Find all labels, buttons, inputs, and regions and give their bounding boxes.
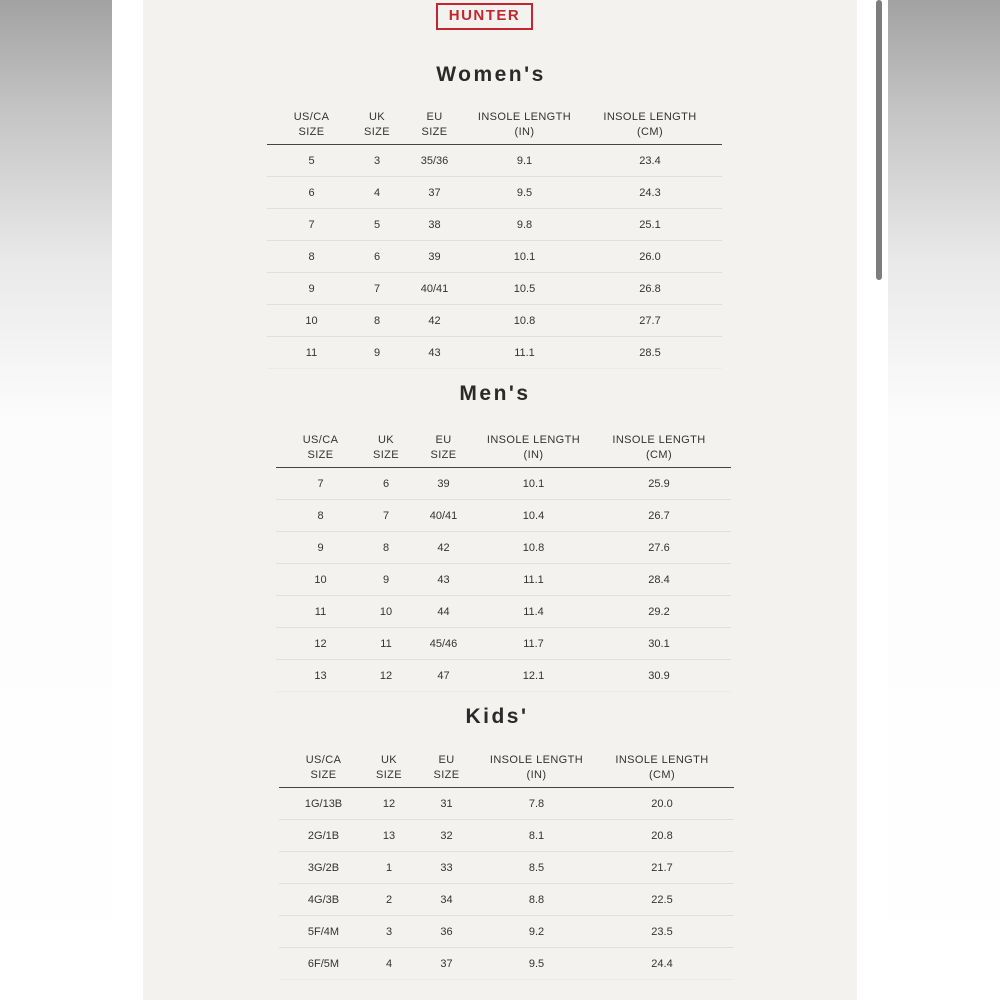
cell-eu-size: 40/41	[407, 500, 480, 532]
table-row	[267, 337, 722, 369]
cell-insole-length-cm: 30.9	[587, 660, 731, 692]
column-header-line: US/CA	[293, 111, 330, 123]
cell-insole-length-in: 10.5	[471, 273, 578, 305]
cell-us-ca-size: 6F/5M	[279, 948, 368, 980]
cell-uk-size: 11	[365, 628, 407, 660]
cell-us-ca-size: 4G/3B	[279, 884, 368, 916]
column-header-line: UK	[368, 111, 386, 123]
cell-us-ca-size: 6	[267, 177, 356, 209]
cell-uk-size: 7	[365, 500, 407, 532]
cell-eu-size: 33	[410, 852, 483, 884]
cell-us-ca-size: 9	[267, 273, 356, 305]
table-header-row	[276, 423, 731, 468]
column-header-line: INSOLE LENGTH	[612, 434, 706, 446]
cell-uk-size: 12	[365, 660, 407, 692]
cell-us-ca-size: 2G/1B	[279, 820, 368, 852]
cell-uk-size: 12	[368, 788, 410, 820]
cell-insole-length-in: 10.8	[480, 532, 587, 564]
cell-us-ca-size: 8	[267, 241, 356, 273]
column-header-line: SIZE	[372, 449, 400, 461]
cell-insole-length-in: 8.5	[483, 852, 590, 884]
column-header-eu-size	[398, 100, 471, 145]
cell-uk-size: 10	[365, 596, 407, 628]
cell-uk-size: 7	[356, 273, 398, 305]
cell-insole-length-in: 9.5	[471, 177, 578, 209]
column-header-line: SIZE	[375, 769, 403, 781]
table-row	[267, 273, 722, 305]
cell-us-ca-size: 10	[267, 305, 356, 337]
cell-us-ca-size: 11	[276, 596, 365, 628]
column-header-line: US/CA	[305, 754, 342, 766]
hunter-logo: HUNTER	[436, 3, 533, 30]
cell-insole-length-cm: 23.5	[590, 916, 734, 948]
column-header-line: INSOLE LENGTH	[477, 111, 572, 123]
cell-insole-length-cm: 28.5	[578, 337, 722, 369]
column-header-line: SIZE	[307, 449, 334, 461]
cell-insole-length-cm: 21.7	[590, 852, 734, 884]
cell-eu-size: 47	[407, 660, 480, 692]
cell-eu-size: 32	[410, 820, 483, 852]
size-table-kids	[279, 743, 734, 980]
cell-insole-length-cm: 25.9	[587, 468, 731, 500]
cell-eu-size: 37	[398, 177, 471, 209]
cell-uk-size: 13	[368, 820, 410, 852]
cell-insole-length-cm: 25.1	[578, 209, 722, 241]
column-header-line: (CM)	[648, 769, 676, 781]
table-row	[267, 241, 722, 273]
cell-us-ca-size: 11	[267, 337, 356, 369]
column-header-line: EU	[426, 111, 443, 123]
column-header-eu-size	[410, 743, 483, 788]
column-header-line: EU	[435, 434, 452, 446]
table-row	[279, 820, 734, 852]
background-right	[888, 0, 1000, 1000]
cell-insole-length-in: 11.4	[480, 596, 587, 628]
cell-us-ca-size: 8	[276, 500, 365, 532]
table-row	[267, 209, 722, 241]
cell-insole-length-cm: 29.2	[587, 596, 731, 628]
cell-insole-length-cm: 26.8	[578, 273, 722, 305]
section-title-mens: Men's	[459, 382, 531, 405]
cell-eu-size: 42	[407, 532, 480, 564]
cell-insole-length-in: 9.5	[483, 948, 590, 980]
cell-us-ca-size: 10	[276, 564, 365, 596]
column-header-line: SIZE	[430, 449, 457, 461]
table-row	[267, 145, 722, 177]
table-row	[276, 596, 731, 628]
cell-uk-size: 3	[356, 145, 398, 177]
cell-eu-size: 40/41	[398, 273, 471, 305]
cell-us-ca-size: 3G/2B	[279, 852, 368, 884]
cell-us-ca-size: 9	[276, 532, 365, 564]
cell-eu-size: 43	[407, 564, 480, 596]
cell-us-ca-size: 13	[276, 660, 365, 692]
cell-eu-size: 45/46	[407, 628, 480, 660]
cell-insole-length-in: 8.1	[483, 820, 590, 852]
cell-eu-size: 39	[407, 468, 480, 500]
table-header-row	[279, 743, 734, 788]
table-row	[267, 305, 722, 337]
cell-insole-length-cm: 20.0	[590, 788, 734, 820]
cell-uk-size: 9	[365, 564, 407, 596]
cell-insole-length-in: 11.1	[480, 564, 587, 596]
cell-insole-length-cm: 20.8	[590, 820, 734, 852]
size-table-womens	[267, 100, 722, 369]
table-row	[276, 628, 731, 660]
cell-eu-size: 43	[398, 337, 471, 369]
cell-insole-length-in: 10.4	[480, 500, 587, 532]
column-header-insole-length-cm	[587, 423, 731, 468]
cell-uk-size: 3	[368, 916, 410, 948]
cell-insole-length-in: 12.1	[480, 660, 587, 692]
cell-uk-size: 6	[365, 468, 407, 500]
column-header-line: INSOLE LENGTH	[489, 754, 584, 766]
cell-us-ca-size: 5F/4M	[279, 916, 368, 948]
cell-uk-size: 4	[368, 948, 410, 980]
cell-insole-length-in: 7.8	[483, 788, 590, 820]
cell-insole-length-in: 9.8	[471, 209, 578, 241]
cell-insole-length-in: 9.1	[471, 145, 578, 177]
column-header-line: UK	[380, 754, 398, 766]
column-header-insole-length-cm	[590, 743, 734, 788]
column-header-line: US/CA	[302, 434, 339, 446]
section-title-kids: Kids'	[465, 705, 529, 728]
cell-insole-length-cm: 22.5	[590, 884, 734, 916]
cell-insole-length-cm: 26.0	[578, 241, 722, 273]
column-header-line: SIZE	[310, 769, 337, 781]
cell-eu-size: 37	[410, 948, 483, 980]
cell-eu-size: 39	[398, 241, 471, 273]
column-header-line: SIZE	[421, 126, 448, 138]
table-row	[276, 660, 731, 692]
cell-insole-length-cm: 27.6	[587, 532, 731, 564]
table-row	[279, 948, 734, 980]
cell-uk-size: 1	[368, 852, 410, 884]
column-header-line: SIZE	[363, 126, 391, 138]
cell-insole-length-cm: 27.7	[578, 305, 722, 337]
cell-insole-length-cm: 23.4	[578, 145, 722, 177]
column-header-line: UK	[377, 434, 395, 446]
cell-uk-size: 8	[365, 532, 407, 564]
cell-us-ca-size: 7	[267, 209, 356, 241]
cell-insole-length-in: 10.1	[480, 468, 587, 500]
column-header-line: (IN)	[514, 126, 535, 138]
cell-eu-size: 34	[410, 884, 483, 916]
cell-uk-size: 8	[356, 305, 398, 337]
cell-insole-length-cm: 30.1	[587, 628, 731, 660]
table-header-row	[267, 100, 722, 145]
section-title-womens: Women's	[436, 63, 546, 86]
table-row	[276, 500, 731, 532]
cell-eu-size: 42	[398, 305, 471, 337]
column-header-line: INSOLE LENGTH	[615, 754, 709, 766]
table-row	[279, 852, 734, 884]
cell-insole-length-in: 8.8	[483, 884, 590, 916]
cell-eu-size: 36	[410, 916, 483, 948]
cell-insole-length-in: 11.1	[471, 337, 578, 369]
cell-insole-length-cm: 24.4	[590, 948, 734, 980]
size-table-mens	[276, 423, 731, 692]
column-header-insole-length-in	[483, 743, 590, 788]
cell-eu-size: 35/36	[398, 145, 471, 177]
cell-insole-length-cm: 28.4	[587, 564, 731, 596]
table-row	[276, 564, 731, 596]
column-header-line: SIZE	[433, 769, 460, 781]
column-header-insole-length-in	[480, 423, 587, 468]
column-header-uk-size	[368, 743, 410, 788]
column-header-us-ca-size	[279, 743, 368, 788]
cell-uk-size: 9	[356, 337, 398, 369]
table-row	[279, 788, 734, 820]
cell-insole-length-cm: 24.3	[578, 177, 722, 209]
column-header-insole-length-in	[471, 100, 578, 145]
cell-insole-length-in: 10.1	[471, 241, 578, 273]
column-header-line: (IN)	[526, 769, 547, 781]
cell-eu-size: 38	[398, 209, 471, 241]
column-header-line: SIZE	[298, 126, 325, 138]
column-header-uk-size	[365, 423, 407, 468]
column-header-us-ca-size	[276, 423, 365, 468]
cell-uk-size: 4	[356, 177, 398, 209]
background-left	[0, 0, 112, 1000]
cell-insole-length-in: 10.8	[471, 305, 578, 337]
column-header-line: EU	[438, 754, 455, 766]
column-header-us-ca-size	[267, 100, 356, 145]
cell-insole-length-cm: 26.7	[587, 500, 731, 532]
cell-uk-size: 5	[356, 209, 398, 241]
column-header-uk-size	[356, 100, 398, 145]
table-row	[276, 468, 731, 500]
cell-insole-length-in: 9.2	[483, 916, 590, 948]
column-header-insole-length-cm	[578, 100, 722, 145]
cell-eu-size: 44	[407, 596, 480, 628]
scrollbar[interactable]	[876, 0, 882, 280]
table-row	[267, 177, 722, 209]
cell-eu-size: 31	[410, 788, 483, 820]
column-header-line: (CM)	[636, 126, 664, 138]
cell-us-ca-size: 7	[276, 468, 365, 500]
cell-us-ca-size: 1G/13B	[279, 788, 368, 820]
cell-us-ca-size: 12	[276, 628, 365, 660]
column-header-line: INSOLE LENGTH	[486, 434, 581, 446]
table-row	[276, 532, 731, 564]
cell-uk-size: 2	[368, 884, 410, 916]
column-header-line: (IN)	[523, 449, 544, 461]
table-row	[279, 884, 734, 916]
column-header-eu-size	[407, 423, 480, 468]
column-header-line: (CM)	[645, 449, 673, 461]
column-header-line: INSOLE LENGTH	[603, 111, 697, 123]
cell-uk-size: 6	[356, 241, 398, 273]
cell-insole-length-in: 11.7	[480, 628, 587, 660]
cell-us-ca-size: 5	[267, 145, 356, 177]
table-row	[279, 916, 734, 948]
